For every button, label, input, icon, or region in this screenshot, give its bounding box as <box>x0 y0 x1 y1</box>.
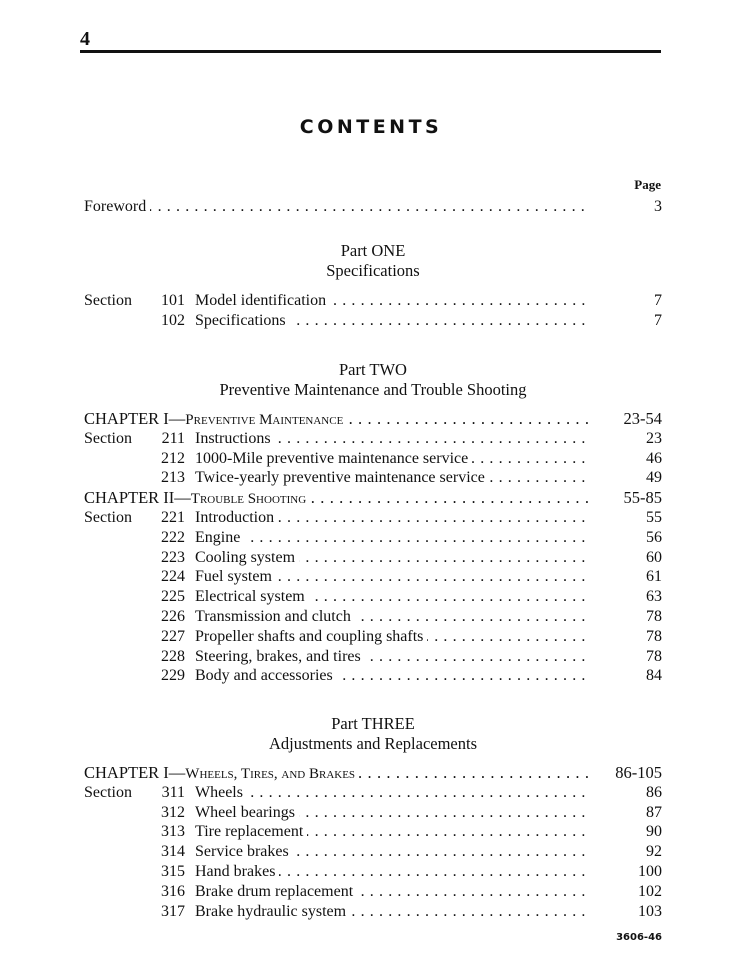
leader-dots <box>195 783 588 803</box>
page-number: 4 <box>80 28 90 50</box>
leader-dots <box>195 902 588 922</box>
entry-title: Twice-yearly preventive maintenance service <box>195 469 489 486</box>
part-block <box>84 360 662 686</box>
entry-title: Wheels <box>195 784 247 801</box>
leader-dots <box>84 488 588 508</box>
entry-page: 86-105 <box>615 763 662 782</box>
section-entry <box>84 627 662 647</box>
section-entry <box>84 902 662 922</box>
section-number: 228 <box>161 647 185 665</box>
entry-page: 87 <box>646 803 662 821</box>
leader-dots <box>195 449 588 469</box>
part-heading: Part THREE <box>331 714 415 733</box>
chapter-prefix: CHAPTER I— <box>84 763 186 782</box>
section-label <box>84 882 150 902</box>
section-entry <box>84 862 662 882</box>
section-label: Section <box>84 429 132 447</box>
section-label <box>84 647 150 667</box>
section-label <box>84 902 150 922</box>
entry-page: 103 <box>638 902 662 920</box>
leader-dots <box>84 763 588 783</box>
section-entry <box>84 822 662 842</box>
entry-title: Hand brakes <box>195 863 279 880</box>
section-number: 313 <box>161 823 185 841</box>
section-label <box>84 842 150 862</box>
entry-title: Tire replacement <box>195 823 307 840</box>
section-label <box>84 607 150 627</box>
section-entry <box>84 567 662 587</box>
entry-page: 92 <box>646 843 662 861</box>
leader-dots <box>195 627 588 647</box>
part-block <box>84 714 662 921</box>
entry-title <box>84 488 310 507</box>
entry-page: 55 <box>646 508 662 526</box>
leader-dots <box>195 311 588 331</box>
section-number: 213 <box>161 469 185 487</box>
leader-dots <box>195 528 588 548</box>
entry-page: 7 <box>654 311 662 329</box>
chapter-title: Preventive Maintenance <box>185 412 344 428</box>
part-heading: Part TWO <box>339 360 407 379</box>
entry-title: Engine <box>195 529 244 546</box>
entry-title: Model identification <box>195 292 330 309</box>
entry-title: Instructions <box>195 430 275 447</box>
section-number: 229 <box>161 667 185 685</box>
section-label <box>84 548 150 568</box>
entry-title: Fuel system <box>195 568 276 585</box>
section-number: 211 <box>161 429 185 447</box>
section-number: 221 <box>161 508 185 526</box>
section-number: 222 <box>161 528 185 546</box>
part-subtitle: Adjustments and Replacements <box>268 734 478 753</box>
section-label <box>84 567 150 587</box>
entry-title: Propeller shafts and coupling shafts <box>195 628 427 645</box>
entry-title: Brake drum replacement <box>195 883 357 900</box>
entry-page: 55-85 <box>623 488 662 508</box>
entry-title: Body and accessories <box>195 667 337 684</box>
section-number: 101 <box>161 292 185 309</box>
entry-title: Service brakes <box>195 843 293 860</box>
leader-dots <box>195 607 588 627</box>
section-entry <box>84 803 662 823</box>
section-entry <box>84 528 662 548</box>
section-label <box>84 468 150 488</box>
entry-page: 23 <box>646 429 662 447</box>
section-entry <box>84 429 662 449</box>
entry-page: 56 <box>646 528 662 546</box>
leader-dots <box>195 862 588 882</box>
entry-page: 23-54 <box>623 409 662 428</box>
leader-dots <box>195 882 588 902</box>
page-column-header: Page <box>634 177 661 192</box>
section-label <box>84 666 150 686</box>
leader-dots <box>195 803 588 823</box>
foreword-entry <box>84 197 662 217</box>
section-entry <box>84 548 662 568</box>
entry-title <box>84 409 347 428</box>
section-number: 316 <box>161 882 185 900</box>
leader-dots <box>195 548 588 568</box>
entry-page: 84 <box>646 667 662 685</box>
section-number: 212 <box>161 449 185 467</box>
section-label <box>84 822 150 842</box>
section-number: 312 <box>161 803 185 821</box>
page-title: CONTENTS <box>299 116 443 138</box>
entry-page: 102 <box>638 882 662 900</box>
entry-page: 100 <box>638 862 662 880</box>
section-label <box>84 587 150 607</box>
entry-title: Electrical system <box>195 588 309 605</box>
section-entry <box>84 449 662 469</box>
section-entry <box>84 508 662 528</box>
leader-dots <box>195 567 588 587</box>
section-label <box>84 803 150 823</box>
part-subtitle: Preventive Maintenance and Trouble Shooting <box>219 380 527 399</box>
entry-page: 86 <box>646 783 662 801</box>
section-number: 224 <box>161 568 185 586</box>
section-entry <box>84 468 662 488</box>
leader-dots <box>195 666 588 686</box>
header-rule <box>80 50 661 53</box>
section-number: 225 <box>161 588 185 606</box>
entry-title: Transmission and clutch <box>195 608 355 625</box>
entry-page: 90 <box>646 823 662 841</box>
leader-dots <box>84 409 588 429</box>
section-entry <box>84 311 662 331</box>
entry-page: 49 <box>646 469 662 487</box>
entry-page: 78 <box>646 607 662 625</box>
part-block <box>84 241 662 331</box>
entry-page: 46 <box>646 449 662 467</box>
section-label <box>84 449 150 469</box>
entry-title: 1000-Mile preventive maintenance service <box>195 450 472 467</box>
section-label: Section <box>84 508 132 526</box>
part-subtitle: Specifications <box>326 261 420 280</box>
section-number: 223 <box>161 548 185 566</box>
part-heading: Part ONE <box>340 241 406 260</box>
section-number: 314 <box>161 843 185 861</box>
foreword-page: 3 <box>654 198 662 215</box>
document-code: 3606-46 <box>616 932 662 943</box>
entry-title: Brake hydraulic system <box>195 903 350 920</box>
leader-dots <box>195 508 588 528</box>
section-label <box>84 311 150 331</box>
chapter-prefix: CHAPTER I— <box>84 409 186 428</box>
chapter-title: Wheels, Tires, and Brakes <box>185 766 356 782</box>
section-entry <box>84 783 662 803</box>
entry-page: 63 <box>646 588 662 606</box>
entry-title: Specifications <box>195 312 290 329</box>
chapter-entry <box>84 763 662 783</box>
entry-title <box>84 763 359 782</box>
entry-title: Wheel bearings <box>195 804 299 821</box>
entry-page: 78 <box>646 627 662 645</box>
section-entry <box>84 607 662 627</box>
entry-title: Cooling system <box>195 549 299 566</box>
section-entry <box>84 882 662 902</box>
leader-dots <box>195 822 588 842</box>
section-number: 311 <box>161 783 185 801</box>
section-number: 317 <box>161 902 185 920</box>
entry-title: Introduction <box>195 509 278 526</box>
section-number: 227 <box>161 627 185 645</box>
entry-page: 60 <box>646 548 662 566</box>
section-number: 226 <box>161 607 185 625</box>
leader-dots <box>195 429 588 449</box>
section-label: Section <box>84 783 132 801</box>
section-number: 102 <box>161 311 185 329</box>
section-entry <box>84 666 662 686</box>
chapter-title: Trouble Shooting <box>190 491 307 508</box>
leader-dots <box>195 647 588 667</box>
section-entry <box>84 587 662 607</box>
chapter-entry <box>84 409 662 429</box>
section-entry <box>84 291 662 311</box>
leader-dots <box>195 291 588 311</box>
leader-dots <box>195 587 588 607</box>
section-entry <box>84 842 662 862</box>
entry-title: Steering, brakes, and tires <box>195 648 365 665</box>
section-label <box>84 862 150 882</box>
section-number: 315 <box>161 862 185 880</box>
leader-dots <box>195 842 588 862</box>
entry-page: 78 <box>646 647 662 665</box>
entry-page: 61 <box>646 568 662 586</box>
section-label <box>84 627 150 647</box>
section-label <box>84 528 150 548</box>
chapter-prefix: CHAPTER II— <box>84 488 191 508</box>
section-label: Section <box>84 292 132 309</box>
section-entry <box>84 647 662 667</box>
leader-dots <box>195 468 588 488</box>
chapter-entry <box>84 488 662 508</box>
entry-page: 7 <box>654 292 662 309</box>
foreword-title: Foreword <box>84 198 150 215</box>
